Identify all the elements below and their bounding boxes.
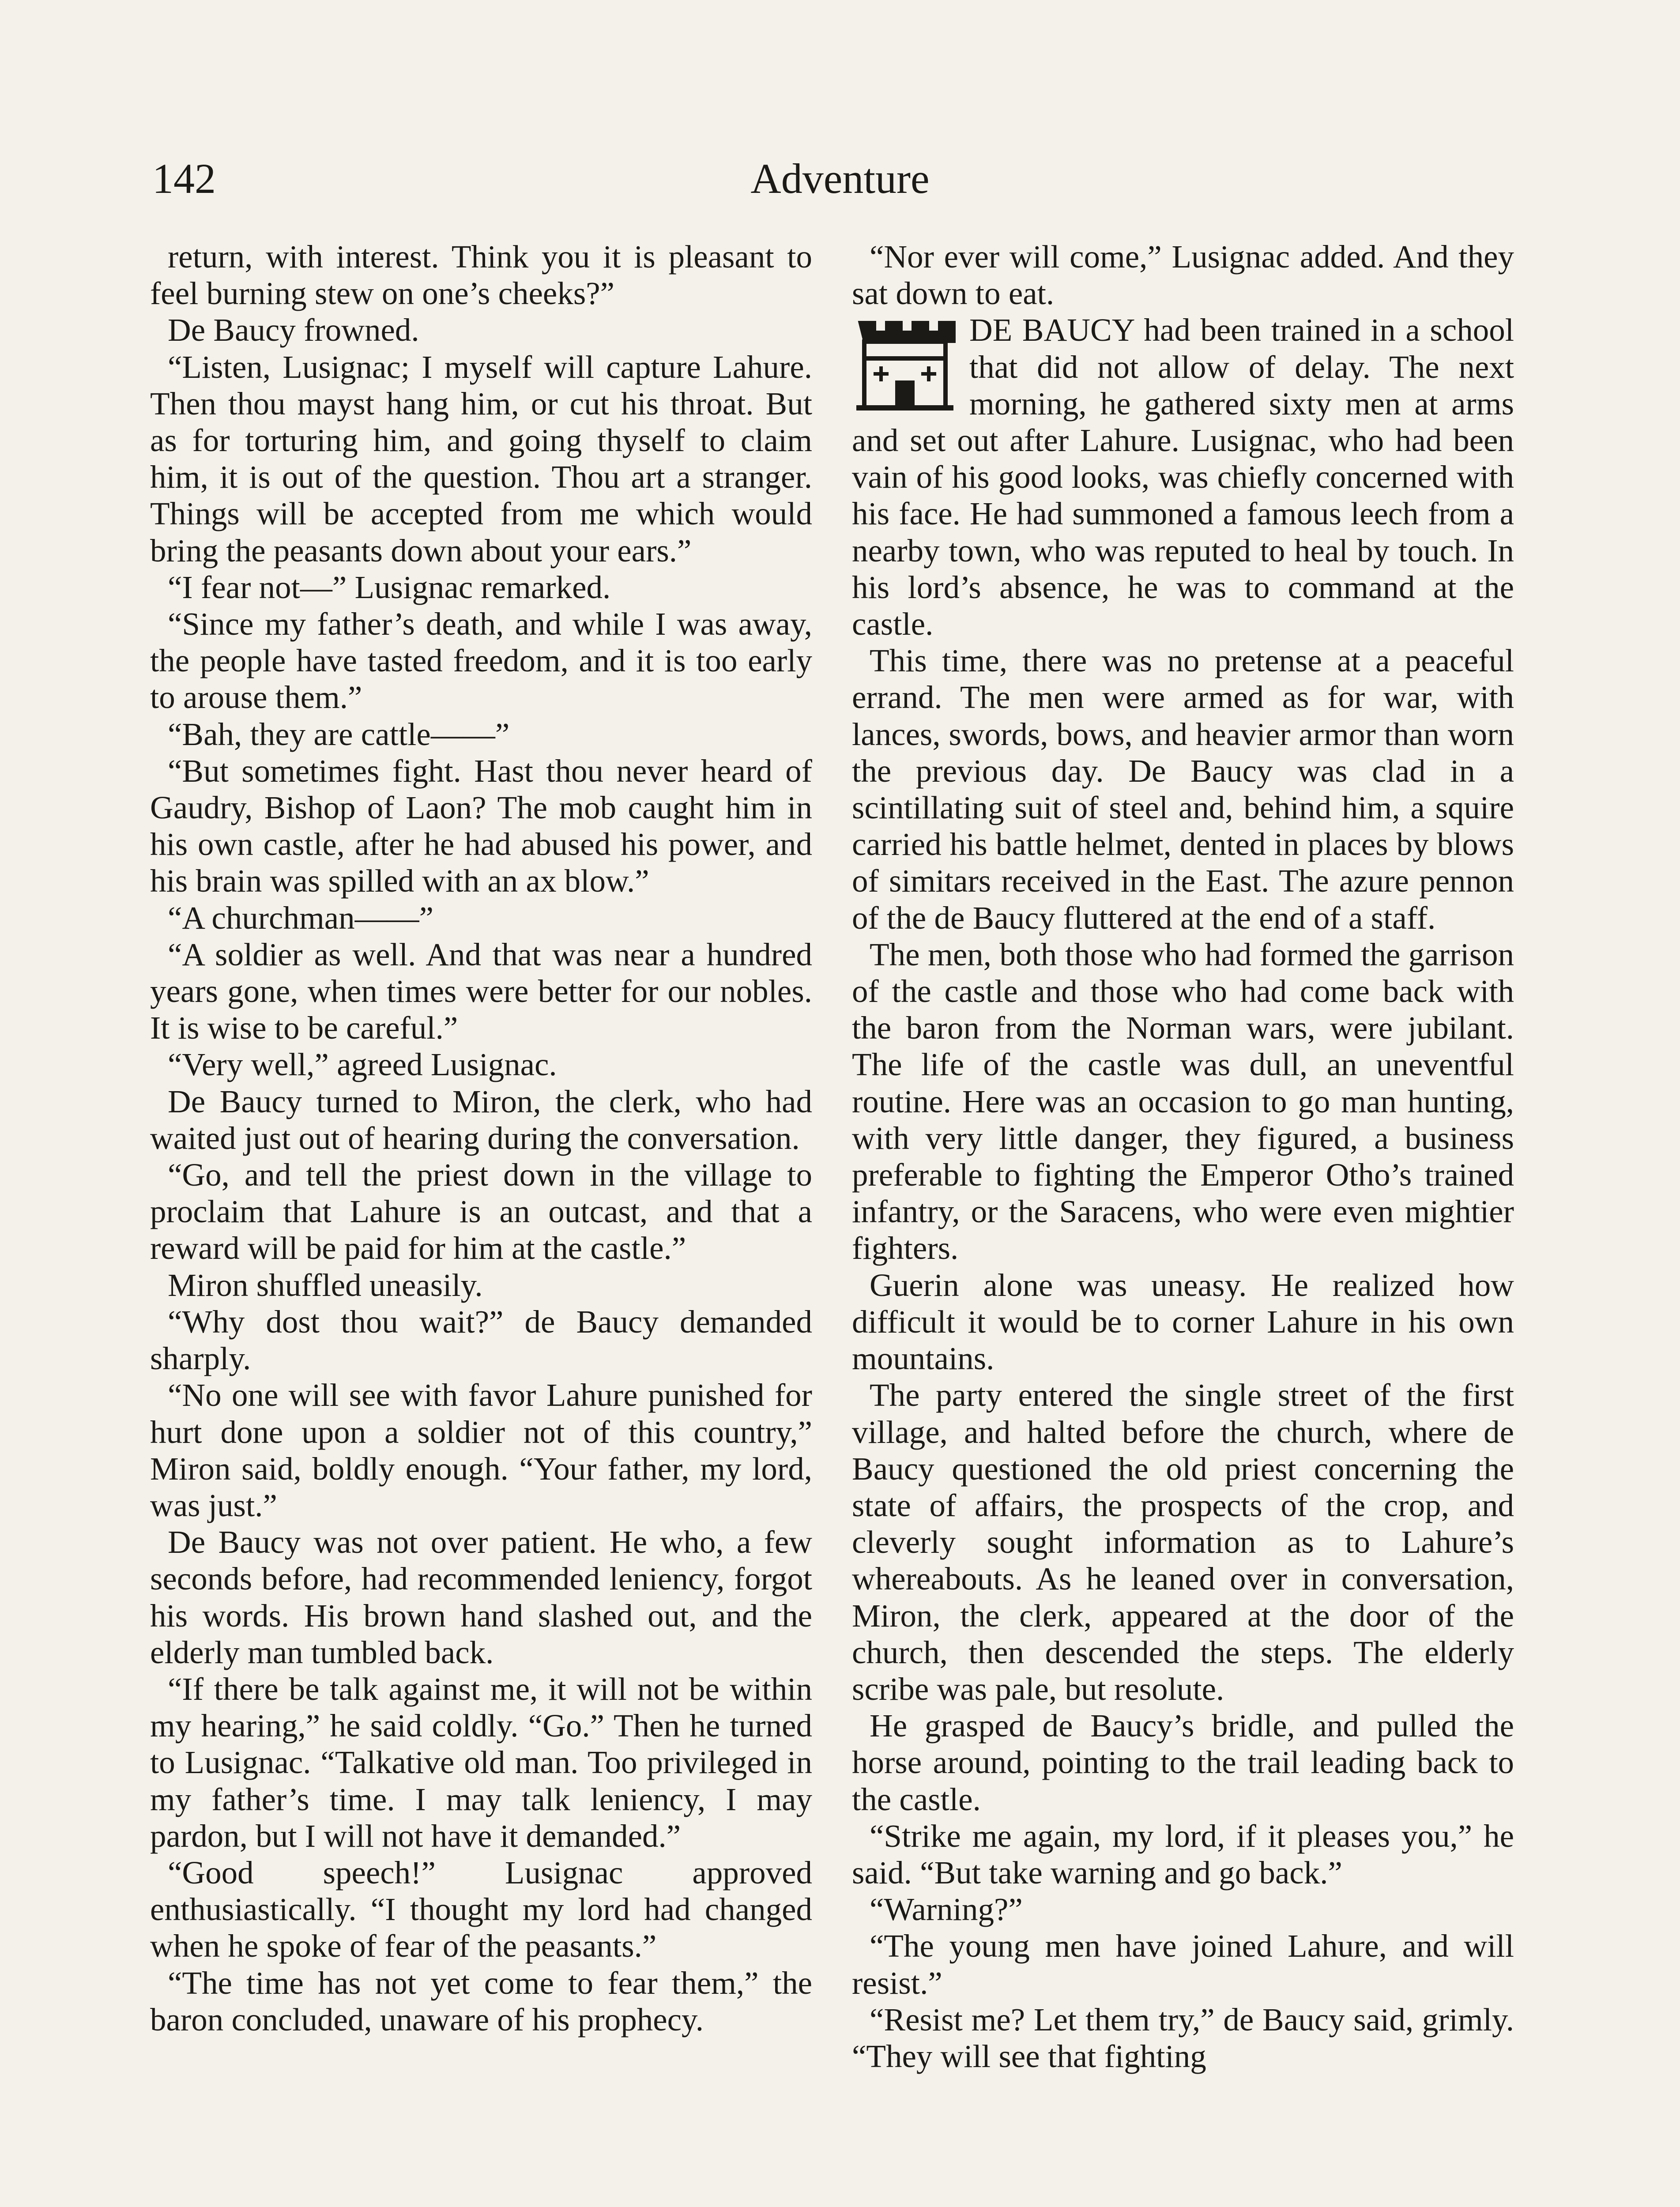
paragraph: “The time has not yet come to fear them,” the baron concluded, unaware of his prophecy. bbox=[150, 1965, 812, 2038]
paragraph: “Very well,” agreed Lusignac. bbox=[168, 1047, 557, 1083]
paragraph: “Good speech!” Lusignac approved enthusiastically. “I thought my lord had changed when he spoke of fear of the peasants.” bbox=[150, 1854, 812, 1964]
paragraph: “Since my father’s death, and while I was away, the people have tasted freedom, and it is too early to arouse them.” bbox=[150, 606, 812, 716]
paragraph: “Why dost thou wait?” de Baucy demanded sharply. bbox=[150, 1303, 812, 1377]
paragraph: “I fear not—” Lusignac remarked. bbox=[168, 569, 611, 605]
paragraph: “But sometimes fight. Hast thou never heard of Gaudry, Bishop of Laon? The mob caught him in his own castle, after he had abused his power, and his brain was spilled with an ax blow.” bbox=[150, 753, 812, 899]
paragraph: “Bah, they are cattle——” bbox=[168, 716, 510, 752]
paragraph: “Go, and tell the priest down in the village to proclaim that Lahure is an outcast, and that a reward will be paid for him at the castle.” bbox=[150, 1157, 812, 1266]
page-number: 142 bbox=[152, 155, 216, 202]
running-title: Adventure bbox=[750, 155, 930, 202]
paragraph: Guerin alone was uneasy. He realized how difficult it would be to corner Lahure in his own mountains. bbox=[852, 1267, 1514, 1377]
right-column bbox=[852, 238, 1514, 2075]
paragraph: “If there be talk against me, it will not be within my hearing,” he said coldly. “Go.” Then he turned to Lusignac. “Talkative old man. Too privileged in my father’s time. I may talk leniency, I may pardon, but I will not have it demanded.” bbox=[150, 1671, 812, 1854]
section-start bbox=[852, 312, 1514, 642]
paragraph: “No one will see with favor Lahure punished for hurt done upon a soldier not of this country,” Miron said, boldly enough. “Your father, my lord, was just.” bbox=[150, 1377, 812, 1523]
paragraph: “The young men have joined Lahure, and will resist.” bbox=[852, 1928, 1514, 2001]
paragraph: De Baucy was not over patient. He who, a few seconds before, had recommended leniency, forgot his words. His brown hand slashed out, and the elderly man tumbled back. bbox=[150, 1524, 812, 1670]
paragraph: “Warning?” bbox=[870, 1891, 1023, 1928]
paragraph: “A churchman——” bbox=[168, 900, 434, 936]
paragraph: This time, there was no pretense at a peaceful errand. The men were armed as for war, with lances, swords, bows, and heavier armor than worn the previous day. De Baucy was clad in a scintillating suit of steel and, behind him, a squire carried his battle helmet, dented in places by blows of simitars received in the East. The azure pennon of the de Baucy fluttered at the end of a staff. bbox=[852, 643, 1514, 936]
paragraph: “Nor ever will come,” Lusignac added. And they sat down to eat. bbox=[852, 239, 1514, 312]
paragraph: The party entered the single street of the first village, and halted before the church, where de Baucy questioned the old priest concerning the state of affairs, the prospects of the crop, and cleverly sought information as to Lahure’s whereabouts. As he leaned over in conversation, Miron, the clerk, appeared at the door of the church, then descended the steps. The elderly scribe was pale, but resolute. bbox=[852, 1377, 1514, 1707]
paragraph: Miron shuffled uneasily. bbox=[168, 1267, 483, 1303]
paragraph: He grasped de Baucy’s bridle, and pulled the horse around, pointing to the trail leading back to the castle. bbox=[852, 1708, 1514, 1817]
paragraph: “Strike me again, my lord, if it pleases you,” he said. “But take warning and go back.” bbox=[852, 1818, 1514, 1891]
paragraph: “Resist me? Let them try,” de Baucy said, grimly. “They will see that fighting bbox=[852, 2001, 1514, 2074]
section-first-paragraph: DE BAUCY had been trained in a school that did not allow of delay. The next morning, he gathered sixty men at arms and set out after Lahure. Lusignac, who had been vain of his good looks, was chiefly concerned with his face. He had summoned a famous leech from a nearby town, who was reputed to heal by touch. In his lord’s absence, he was to command at the castle. bbox=[852, 312, 1514, 642]
paragraph: The men, both those who had formed the garrison of the castle and those who had come back with the baron from the Norman wars, were jubilant. The life of the castle was dull, an uneventful routine. Here was an occasion to go man hunting, with very little danger, they figured, a business preferable to fighting the Emperor Otho’s trained infantry, or the Saracens, who were even mightier fighters. bbox=[852, 936, 1514, 1266]
castle-tower-icon bbox=[852, 314, 958, 416]
left-column bbox=[150, 238, 812, 2038]
paragraph: De Baucy frowned. bbox=[168, 312, 419, 348]
paragraph: “A soldier as well. And that was near a hundred years gone, when times were better for our nobles. It is wise to be careful.” bbox=[150, 936, 812, 1046]
page-header bbox=[0, 150, 1680, 212]
paragraph: De Baucy turned to Miron, the clerk, who had waited just out of hearing during the conversation. bbox=[150, 1083, 812, 1156]
paragraph: return, with interest. Think you it is pleasant to feel burning stew on one’s cheeks?” bbox=[150, 239, 812, 312]
paragraph: “Listen, Lusignac; I myself will capture Lahure. Then thou mayst hang him, or cut his throat. But as for torturing him, and going thyself to claim him, it is out of the question. Thou art a stranger. Things will be accepted from me which would bring the peasants down about your ears.” bbox=[150, 349, 812, 569]
